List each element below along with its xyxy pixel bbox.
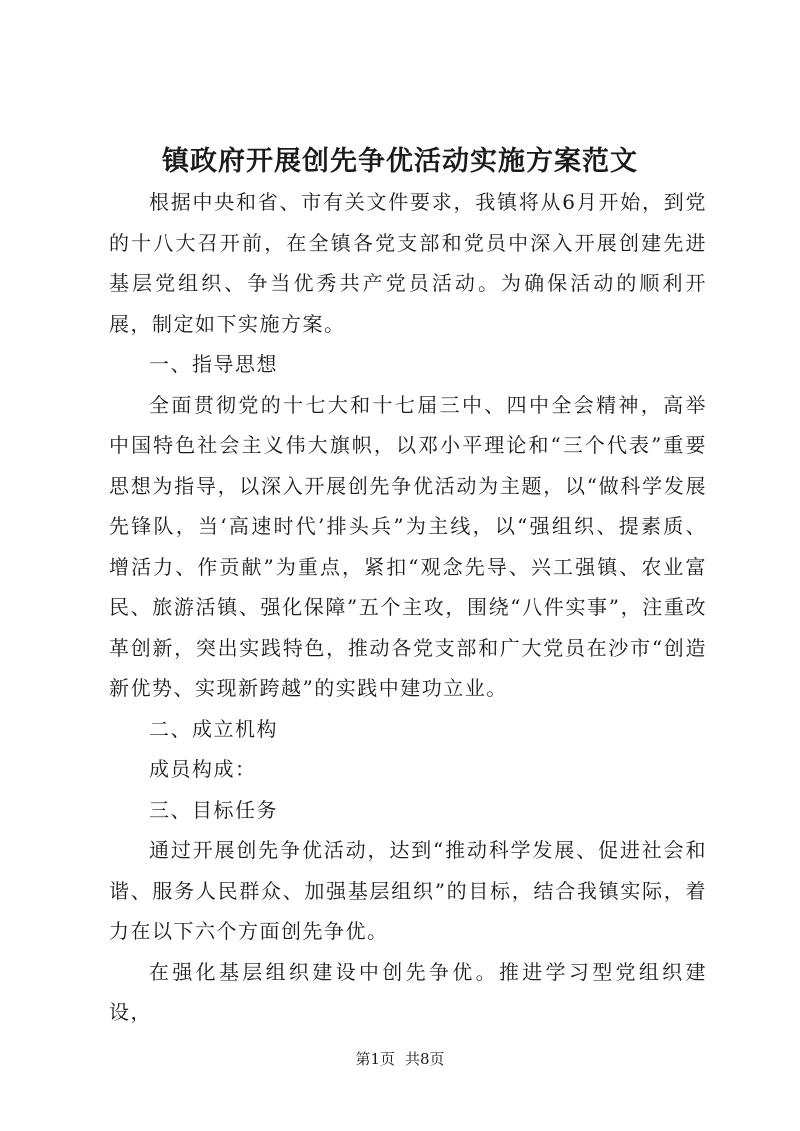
section-heading-guiding-ideology: 一、指导思想 [149, 352, 278, 376]
document-title: 镇政府开展创先争优活动实施方案范文 [162, 146, 638, 177]
paragraph-members: 成员构成： [149, 757, 257, 781]
section-heading-goals-tasks: 三、目标任务 [149, 797, 278, 822]
document-body [109, 182, 707, 1033]
page-footer [0, 1048, 800, 1070]
paragraph-goals: 通过开展创先争优活动，达到“推动科学发展、促进社会和谐、服务人民群众、加强基层组织”的目标，结合我镇实际，着力在以下六个方面创先争优。 [109, 838, 707, 943]
paragraph-intro: 根据中央和省、市有关文件要求，我镇将从6月开始，到党的十八大召开前，在全镇各党支部和党员中深入开展创建先进基层党组织、争当优秀共产党员活动。为确保活动的顺利开展，制定如下实施方案。 [109, 190, 707, 336]
paragraph-grassroots: 在强化基层组织建设中创先争优。推进学习型党组织建设， [109, 959, 707, 1024]
page-number: 第1页 [355, 1050, 395, 1068]
page-total: 共8页 [405, 1050, 445, 1068]
paragraph-guiding-ideology: 全面贯彻党的十七大和十七届三中、四中全会精神，高举中国特色社会主义伟大旗帜，以邓小平理论和“三个代表”重要思想为指导，以深入开展创先争优活动为主题，以“做科学发展先锋队，当‘高速时代’排头兵”为主线，以“强组织、提素质、增活力、作贡献”为重点，紧扣“观念先导、兴工强镇、农业富民、旅游活镇、强化保障”五个主攻，围绕“八件实事”，注重改革创新，突出实践特色，推动各党支部和广大党员在沙市“创造新优势、实现新跨越”的实践中建功立业。 [109, 392, 707, 700]
section-heading-establish-organization: 二、成立机构 [149, 716, 278, 741]
